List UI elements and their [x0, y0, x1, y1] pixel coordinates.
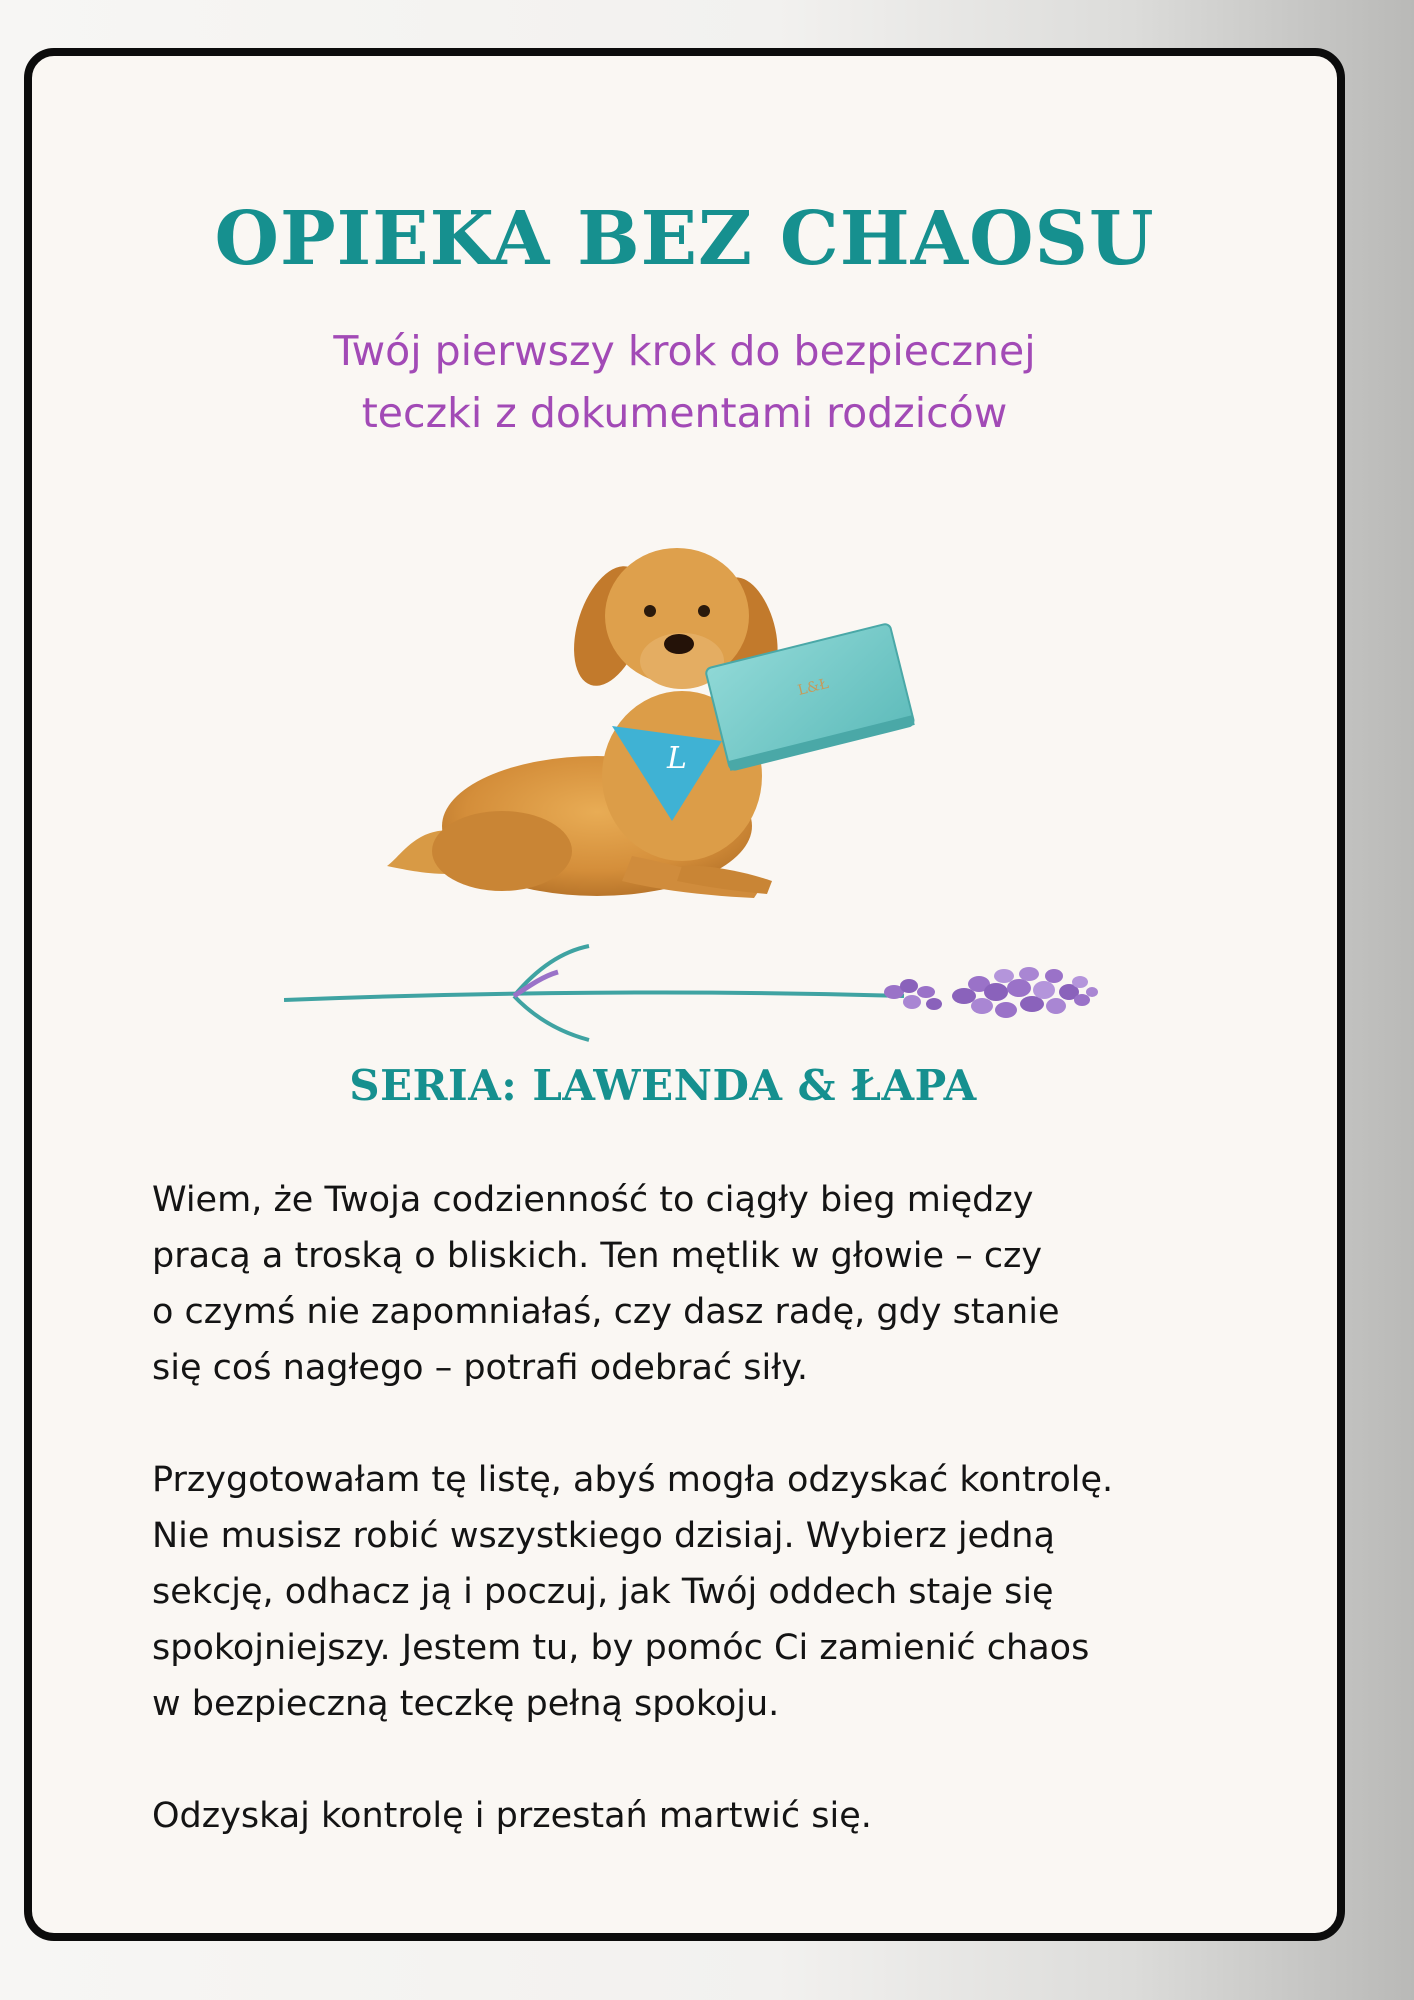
dog-nose — [664, 634, 694, 654]
lavender-small-cluster — [884, 979, 942, 1010]
dog-illustration — [382, 536, 942, 916]
paragraph-spacer — [152, 1732, 1242, 1788]
bandana-letter: L — [667, 741, 687, 776]
page-subtitle — [32, 320, 1337, 444]
paragraph — [152, 1172, 1242, 1396]
paragraph-spacer — [152, 1396, 1242, 1452]
paragraph-line: o czymś nie zapomniałaś, czy dasz radę, gdy stanie — [152, 1292, 1060, 1332]
lavender-stem — [284, 993, 904, 1000]
paragraph-line: Odzyskaj kontrolę i przestań martwić się. — [152, 1796, 872, 1836]
lavender-icon — [284, 892, 1104, 1042]
paragraph-line: sekcję, odhacz ją i poczuj, jak Twój oddech staje się — [152, 1572, 1054, 1612]
series-label: SERIA: LAWENDA & ŁAPA — [349, 1061, 977, 1110]
dog-rear-leg — [432, 811, 572, 891]
dog-eye — [698, 605, 710, 617]
paragraph-line: się coś nagłego – potrafi odebrać siły. — [152, 1348, 809, 1388]
dog-eye — [644, 605, 656, 617]
lavender-sprig-illustration — [284, 892, 1104, 1042]
subtitle-line: teczki z dokumentami rodziców — [361, 389, 1008, 437]
paragraph-line: pracą a troską o bliskich. Ten mętlik w głowie – czy — [152, 1236, 1043, 1276]
paragraph-line: spokojniejszy. Jestem tu, by pomóc Ci zamienić chaos — [152, 1628, 1090, 1668]
paragraph-line: w bezpieczną teczkę pełną spokoju. — [152, 1684, 780, 1724]
paragraph — [152, 1788, 1242, 1844]
dog-with-folder-icon — [382, 536, 942, 916]
paragraph-line: Nie musisz robić wszystkiego dzisiaj. Wybierz jedną — [152, 1516, 1055, 1556]
handout-card — [24, 48, 1345, 1941]
page-title: OPIEKA BEZ CHAOSU — [214, 196, 1155, 282]
paragraph — [152, 1452, 1242, 1732]
lavender-flower-head — [952, 967, 1098, 1018]
paragraph-line: Przygotowałam tę listę, abyś mogła odzyskać kontrolę. — [152, 1460, 1114, 1500]
subtitle-line: Twój pierwszy krok do bezpiecznej — [333, 327, 1036, 375]
lavender-leaf — [514, 996, 589, 1040]
svg-text:L&Ł: L&Ł — [796, 675, 831, 699]
body-text — [152, 1172, 1242, 1844]
paragraph-line: Wiem, że Twoja codzienność to ciągły bieg między — [152, 1180, 1034, 1220]
